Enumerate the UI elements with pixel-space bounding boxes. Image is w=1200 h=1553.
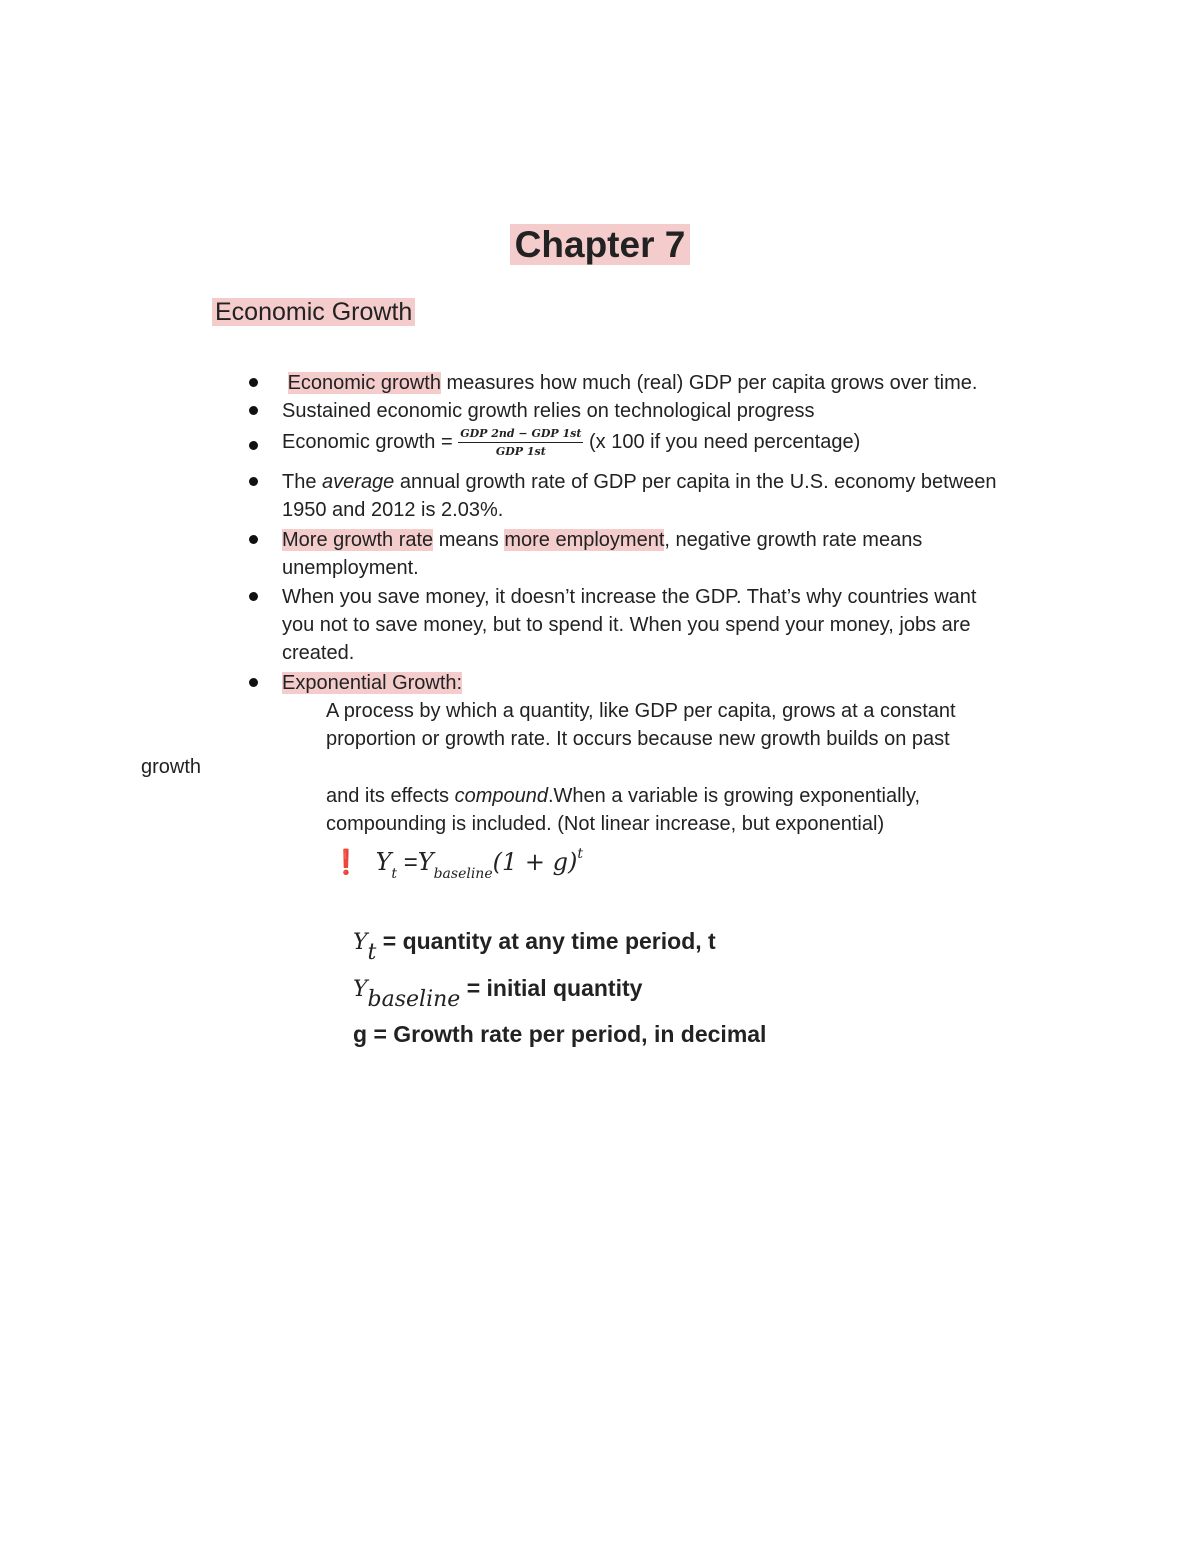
list-item (282, 669, 462, 697)
section-heading-text: Economic Growth (212, 298, 415, 326)
bullet-icon (249, 535, 258, 544)
growth-fraction (458, 427, 583, 458)
alert-icon: ❗ (331, 848, 361, 876)
highlight-term: Exponential Growth: (282, 672, 463, 694)
fraction-numerator: GDP 2nd − GDP 1st (458, 427, 583, 443)
list-item-text: (x 100 if you need percentage) (583, 430, 861, 453)
bullet-icon (249, 441, 258, 450)
bullet-icon (249, 378, 258, 387)
paragraph: A process by which a quantity, like GDP per capita, grows at a constant proportion or growth rate. It occurs because new growth builds on past (326, 700, 956, 750)
highlight-term: More growth rate (282, 529, 434, 551)
page-title (0, 224, 1200, 266)
paragraph: and its effects compound.When a variable is growing exponentially, compounding is included. (Not linear increase, but exponential) (326, 785, 921, 835)
definition-ybaseline: $Y_{baseline}$ = initial quantity (353, 975, 643, 1012)
list-item (282, 369, 977, 397)
list-item-text: Sustained economic growth relies on technological progress (282, 400, 815, 422)
highlight-term: Economic growth (287, 372, 441, 394)
emphasis-text: compound (454, 785, 548, 807)
stray-text: growth (141, 756, 202, 778)
bullet-icon (249, 678, 258, 687)
list-item (282, 427, 860, 458)
list-item (282, 397, 815, 425)
definition-yt: $Y_t$ = quantity at any time period, t (353, 928, 716, 965)
bullet-icon (249, 477, 258, 486)
list-item: The average annual growth rate of GDP per capita in the U.S. economy between 1950 and 2012 is 2.03%. (282, 471, 997, 521)
bullet-icon (249, 592, 258, 601)
list-item-text: measures how much (real) GDP per capita grows over time. (440, 372, 978, 394)
section-heading (212, 298, 415, 327)
list-item: When you save money, it doesn’t increase the GDP. That’s why countries want you not to save money, but to spend it. When you spend your money, jobs are created. (282, 586, 977, 664)
page-title-text: Chapter 7 (510, 224, 691, 265)
highlight-term: more employment (504, 529, 665, 551)
definition-g: g = Growth rate per period, in decimal (353, 1021, 767, 1047)
list-item-text: Economic growth = (282, 430, 459, 453)
list-item: More growth rate means more employment, negative growth rate means unemployment. (282, 529, 923, 579)
emphasis-text: average (322, 471, 395, 493)
bullet-icon (249, 406, 258, 415)
exponential-formula: ❗ $Y_t =Y_{baseline}(1 + g)^t$ (331, 846, 583, 882)
fraction-denominator: GDP 1st (495, 445, 546, 458)
